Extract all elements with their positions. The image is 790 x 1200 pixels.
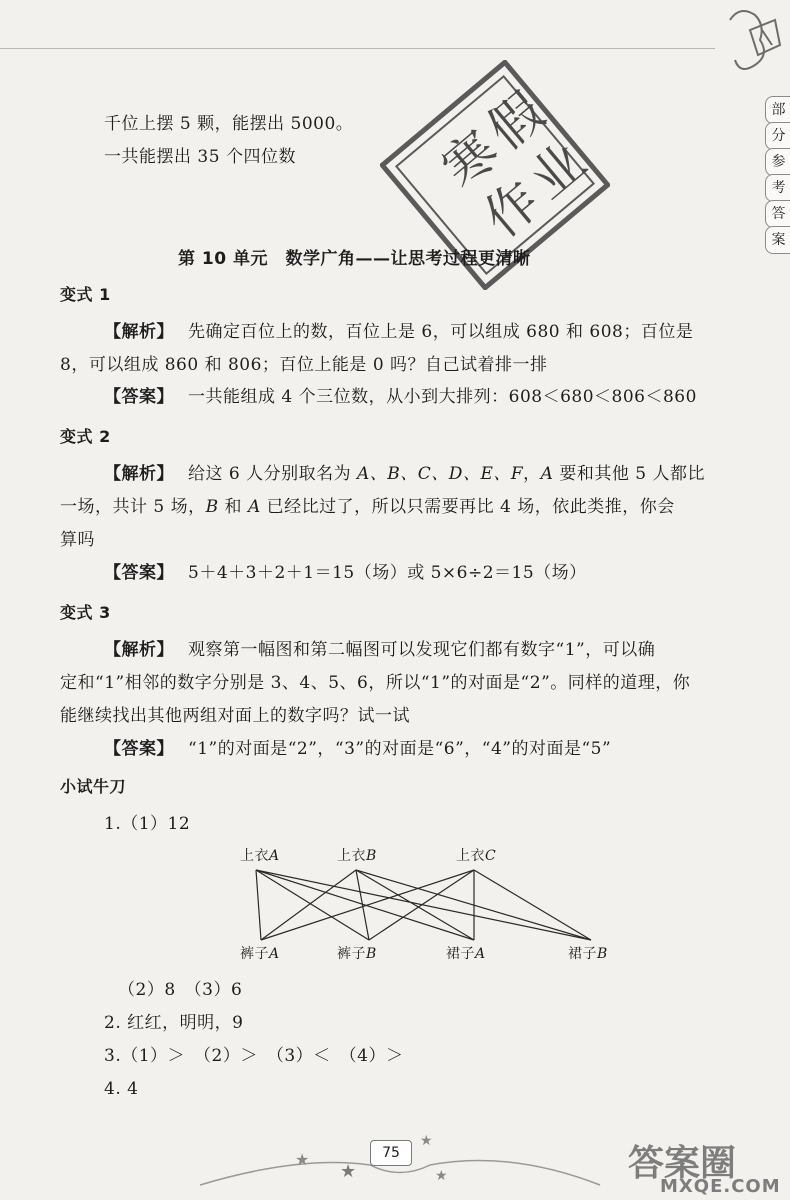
bottom-node-label: 裙子A xyxy=(446,946,486,962)
top-node-label: 上衣B xyxy=(337,848,377,864)
analysis-text: ， xyxy=(523,464,541,484)
stamp-char: 寒 xyxy=(431,120,510,200)
header-rule xyxy=(0,48,715,49)
side-tab: 考 xyxy=(765,174,790,202)
analysis-line xyxy=(60,497,675,517)
watermark-url: MXQE.COM xyxy=(660,1176,781,1197)
match-line xyxy=(474,870,591,940)
stamp-char: 假 xyxy=(477,81,556,162)
watermark-logo: 答案圈 xyxy=(628,1143,737,1184)
svg-text:★: ★ xyxy=(420,1133,433,1149)
answer-text: “1”的对面是“2”，“3”的对面是“6”，“4”的对面是“5” xyxy=(188,739,612,759)
analysis-text: 要和其他 5 人都比 xyxy=(553,464,705,484)
svg-text:★: ★ xyxy=(340,1161,357,1182)
analysis-text: A、B、C、D、E、F xyxy=(357,464,524,484)
bottom-node-label: 裤子A xyxy=(240,946,280,962)
analysis-text: 能继续找出其他两组对面上的数字吗？试一试 xyxy=(60,706,410,726)
analysis-label: 【解析】 xyxy=(104,640,174,660)
variant-title: 变式 3 xyxy=(60,603,111,622)
match-line xyxy=(369,870,474,940)
practice-answer: 3.（1）＞ （2）＞ （3）＜ （4）＞ xyxy=(104,1046,404,1066)
bottom-node-label: 裤子B xyxy=(337,946,377,962)
analysis-line xyxy=(104,464,705,484)
unit-title: 第 10 单元 数学广角——让思考过程更清晰 xyxy=(178,249,531,269)
practice-answer: （2）8 （3）6 xyxy=(118,980,243,1000)
answer-label: 【答案】 xyxy=(104,563,174,583)
variant-title: 变式 2 xyxy=(60,427,111,446)
analysis-label: 【解析】 xyxy=(104,464,174,484)
analysis-line xyxy=(104,640,655,660)
cartoon-decoration-icon xyxy=(700,0,790,90)
match-line xyxy=(256,870,261,940)
answer-line xyxy=(104,387,697,407)
side-tab: 案 xyxy=(765,226,790,254)
answer-line xyxy=(104,563,587,583)
top-node-label: 上衣C xyxy=(456,848,497,864)
practice-answer: 2. 红红，明明，9 xyxy=(104,1013,244,1033)
analysis-text: A xyxy=(247,497,261,517)
text-line: 一共能摆出 35 个四位数 xyxy=(104,147,296,167)
side-tab: 答 xyxy=(765,200,790,228)
text-line: 千位上摆 5 颗，能摆出 5000。 xyxy=(104,114,354,134)
bottom-node-label: 裙子B xyxy=(568,946,608,962)
side-tab: 部 xyxy=(765,96,790,124)
side-tab: 分 xyxy=(765,122,790,150)
answer-label: 【答案】 xyxy=(104,387,174,407)
answer-text: 一共能组成 4 个三位数，从小到大排列：608＜680＜806＜860 xyxy=(188,387,697,407)
answer-line xyxy=(104,739,611,759)
analysis-text: 先确定百位上的数，百位上是 6，可以组成 680 和 608；百位是 xyxy=(188,322,694,342)
page-number: 75 xyxy=(370,1140,412,1166)
match-line xyxy=(356,870,474,940)
analysis-text: 和 xyxy=(218,497,248,517)
analysis-text: 已经比过了，所以只需要再比 4 场，依此类推，你会 xyxy=(260,497,675,517)
stamp-char: 作 xyxy=(473,170,552,250)
answer-label: 【答案】 xyxy=(104,739,174,759)
practice-title: 小试牛刀 xyxy=(60,777,127,796)
analysis-text: A xyxy=(540,464,554,484)
analysis-text: 观察第一幅图和第二幅图可以发现它们都有数字“1”，可以确 xyxy=(188,640,656,660)
variant-title: 变式 1 xyxy=(60,285,111,304)
practice-answer: 4. 4 xyxy=(104,1079,139,1099)
svg-text:★: ★ xyxy=(295,1150,310,1169)
analysis-text: 8，可以组成 860 和 806；百位上能是 0 吗？自己试着排一排 xyxy=(60,355,548,375)
analysis-text: 一场，共计 5 场， xyxy=(60,497,206,517)
stamp-char: 业 xyxy=(519,131,598,212)
analysis-line xyxy=(104,322,693,342)
top-node-label: 上衣A xyxy=(240,848,280,864)
analysis-text: 给这 6 人分别取名为 xyxy=(188,464,358,484)
analysis-text: 定和“1”相邻的数字分别是 3、4、5、6，所以“1”的对面是“2”。同样的道理，你 xyxy=(60,673,691,693)
match-line xyxy=(256,870,369,940)
analysis-text: B xyxy=(205,497,219,517)
svg-text:★: ★ xyxy=(435,1168,448,1184)
analysis-text: 算吗 xyxy=(60,530,95,550)
match-line xyxy=(256,870,591,940)
answer-text: 5＋4＋3＋2＋1＝15（场）或 5×6÷2＝15（场） xyxy=(188,563,587,583)
analysis-label: 【解析】 xyxy=(104,322,174,342)
practice-answer: 1.（1）12 xyxy=(104,814,191,834)
side-tab: 参 xyxy=(765,148,790,176)
